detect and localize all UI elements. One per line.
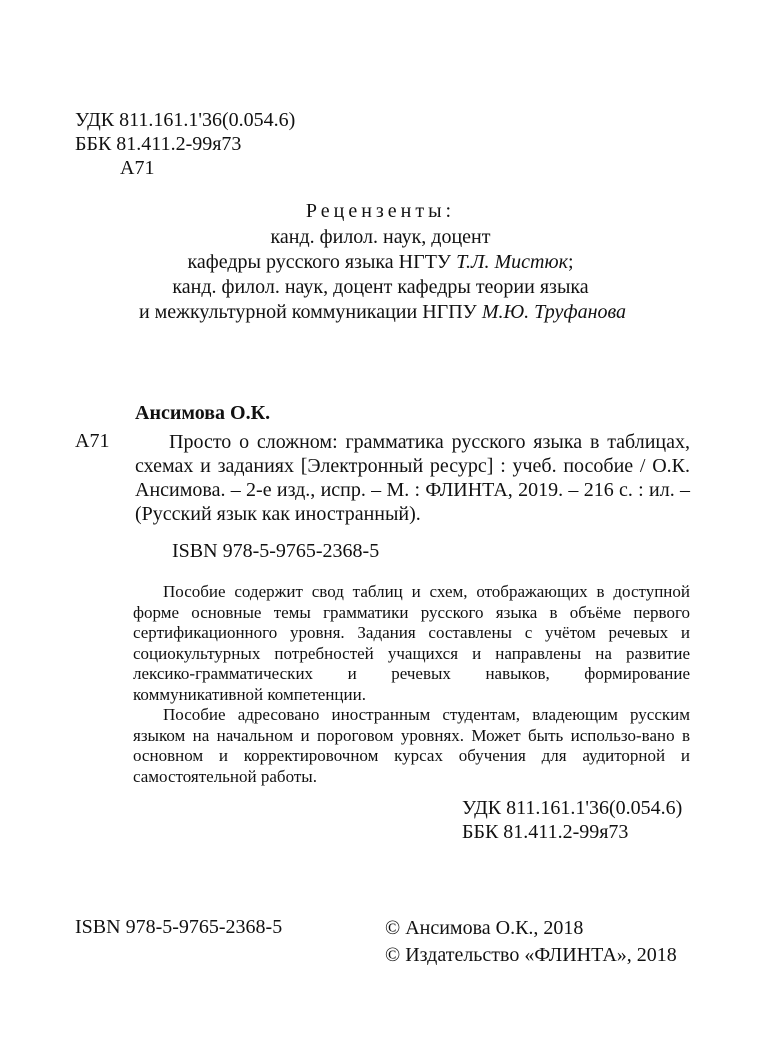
bbk-code-bottom: ББК 81.411.2-99я73 xyxy=(462,821,629,843)
udk-code-bottom: УДК 811.161.1'36(0.054.6) xyxy=(462,797,683,819)
annotation-paragraph-2: Пособие адресовано иностранным студентам, владеющим русским языком на начальном и пороговом уровнях. Может быть использо-вано в основном и корректировочном курсах обучения для аудиторной и самостоятельной работы. xyxy=(133,705,690,786)
reviewer-line-4 xyxy=(2,300,761,325)
reviewer-line-4-text: и межкультурной коммуникации НГПУ xyxy=(138,301,482,323)
reviewer-1-name: Т.Л. Мистюк xyxy=(456,251,568,273)
reviewer-line-2-end: ; xyxy=(567,251,574,273)
author-sign-code: А71 xyxy=(75,430,110,452)
reviewer-line-2 xyxy=(0,250,761,275)
book-author: Ансимова О.К. xyxy=(135,402,271,424)
isbn-footer: ISBN 978-5-9765-2368-5 xyxy=(75,916,283,938)
bibliographic-description-text: Просто о сложном: грамматика русского языка в таблицах, схемах и заданиях [Электронный ресурс] : учеб. пособие / О.К. Ансимова. – 2-е изд., испр. – М. : ФЛИНТА, 2019. – 216 с. : ил. – (Русский язык как иностранный). xyxy=(135,431,690,525)
reviewer-line-1: канд. филол. наук, доцент xyxy=(270,226,491,248)
copyright-author: © Ансимова О.К., 2018 xyxy=(385,917,584,939)
bibliographic-description xyxy=(135,430,690,526)
reviewer-line-2-text: кафедры русского языка НГТУ xyxy=(187,251,457,273)
annotation-paragraph-1: Пособие содержит свод таблиц и схем, отображающих в доступной форме основные темы грамматики русского языка в объёме первого сертификационного уровня. Задания составлены с учётом речевых и социокультурных потребностей учащихся и направлены на развитие лексико-грамматических и речевых навыков, формирование коммуникативной компетенции. xyxy=(133,582,690,704)
reviewers-title: Рецензенты: xyxy=(305,200,456,222)
bbk-code-top: ББК 81.411.2-99я73 xyxy=(75,133,242,155)
isbn-main: ISBN 978-5-9765-2368-5 xyxy=(172,540,380,562)
copyright-publisher: © Издательство «ФЛИНТА», 2018 xyxy=(385,944,677,966)
reviewer-line-3: канд. филол. наук, доцент кафедры теории языка xyxy=(172,276,589,298)
udk-code-top: УДК 811.161.1'36(0.054.6) xyxy=(75,109,296,131)
reviewer-2-name: М.Ю. Труфанова xyxy=(481,301,627,323)
author-sign-top: А71 xyxy=(120,157,155,179)
annotation xyxy=(133,582,690,787)
